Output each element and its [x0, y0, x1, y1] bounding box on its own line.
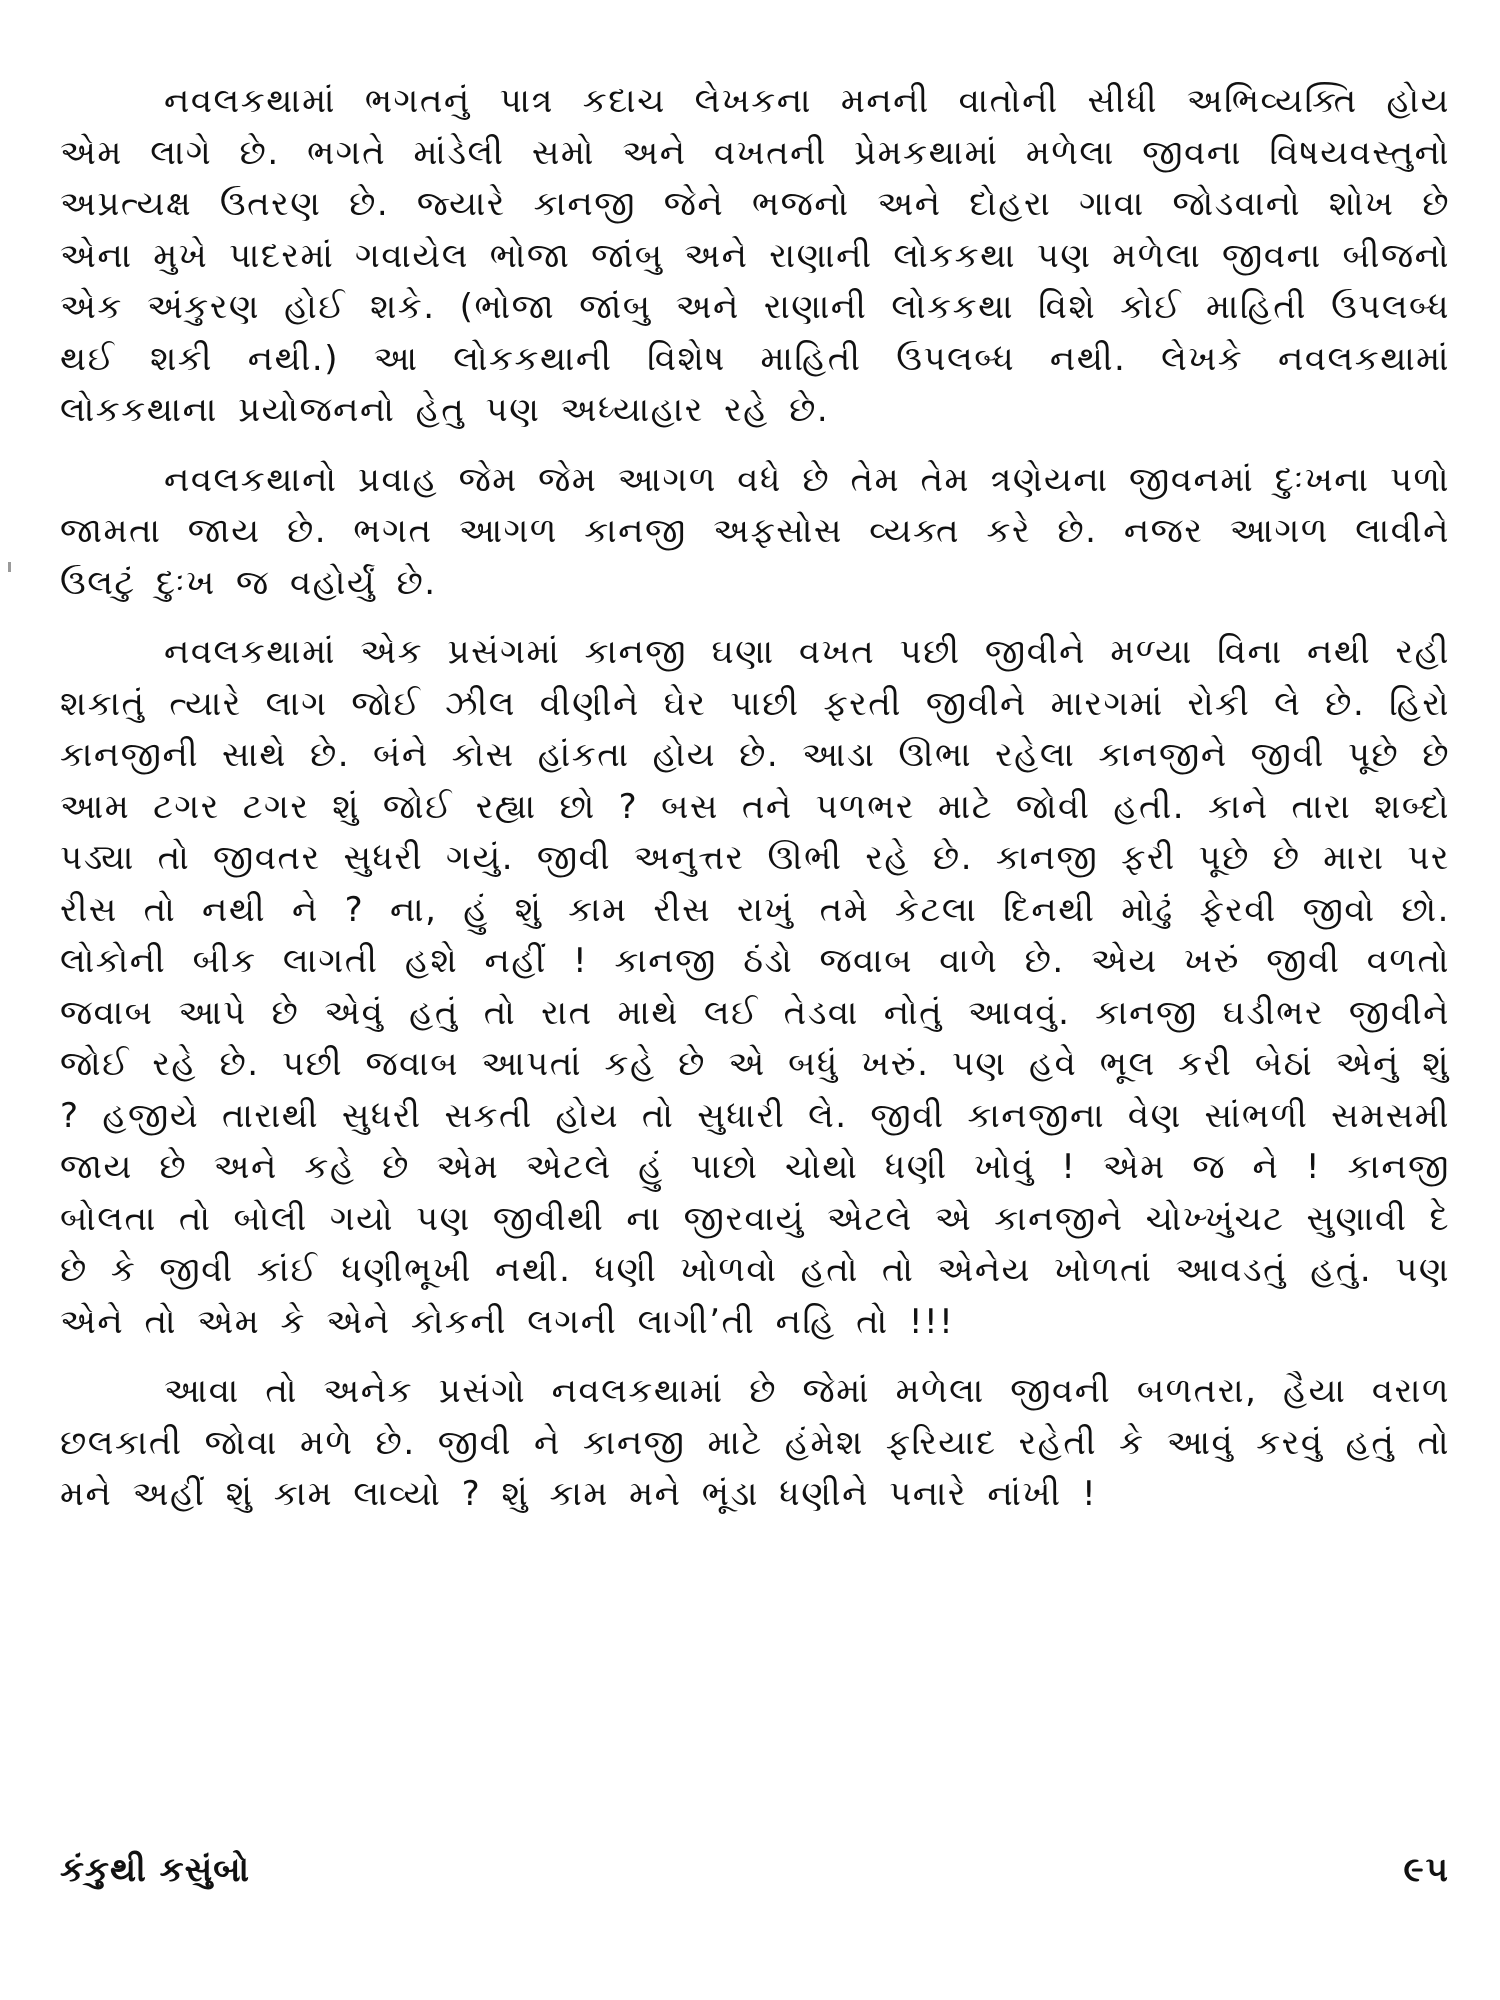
page-number: ૯૫: [1403, 1850, 1450, 1890]
page-body: [60, 76, 1450, 1956]
paragraph-2: નવલકથાનો પ્રવાહ જેમ જેમ આગળ વધે છે તેમ તેમ ત્રણેયના જીવનમાં દુઃખના પળો જામતા જાય છે. ભગત આગળ કાનજી અફસોસ વ્યક્ત કરે છે. નજર આગળ લાવીને ઉલટું દુઃખ જ વહોર્યું છે.: [60, 459, 1450, 603]
paragraph-4: આવા તો અનેક પ્રસંગો નવલકથામાં છે જેમાં મળેલા જીવની બળતરા, હૈયા વરાળ છલકાતી જોવા મળે છે. જીવી ને કાનજી માટે હંમેશ ફરિયાદ રહેતી કે આવું કરવું હતું તો મને અહીં શું કામ લાવ્યો ? શું કામ મને ભૂંડા ધણીને પનારે નાંખી !: [60, 1371, 1450, 1514]
page-footer: [60, 1840, 1450, 1900]
paragraph-1: નવલકથામાં ભગતનું પાત્ર કદાચ લેખકના મનની વાતોની સીધી અભિવ્યક્તિ હોય એમ લાગે છે. ભગતે માંડેલી સમો અને વખતની પ્રેમકથામાં મળેલા જીવના વિષયવસ્તુનો અપ્રત્યક્ષ ઉતરણ છે. જ્યારે કાનજી જેને ભજનો અને દોહરા ગાવા જોડવાનો શોખ છે એના મુખે પાદરમાં ગવાયેલ ભોજા જાંબુ અને રાણાની લોકકથા પણ મળેલા જીવના બીજનો એક અંકુરણ હોઈ શકે. (ભોજા જાંબુ અને રાણાની લોકકથા વિશે કોઈ માહિતી ઉપલબ્ધ થઈ શકી નથી.) આ લોકકથાની વિશેષ માહિતી ઉપલબ્ધ નથી. લેખકે નવલકથામાં લોકકથાના પ્રયોજનનો હેતુ પણ અધ્યાહાર રહે છે.: [60, 81, 1450, 430]
book-title: કંકુથી કસુંબો: [60, 1850, 250, 1890]
paragraph-3: નવલકથામાં એક પ્રસંગમાં કાનજી ઘણા વખત પછી જીવીને મળ્યા વિના નથી રહી શકાતું ત્યારે લાગ જોઈ ઝીલ વીણીને ઘેર પાછી ફરતી જીવીને મારગમાં રોકી લે છે. હિરો કાનજીની સાથે છે. બંને કોસ હાંકતા હોય છે. આડા ઊભા રહેલા કાનજીને જીવી પૂછે છે આમ ટગર ટગર શું જોઈ રહ્યા છો ? બસ તને પળભર માટે જોવી હતી. કાને તારા શબ્દો પડ્યા તો જીવતર સુધરી ગયું. જીવી અનુત્તર ઊભી રહે છે. કાનજી ફરી પૂછે છે મારા પર રીસ તો નથી ને ? ના, હું શું કામ રીસ રાખું તમે કેટલા દિનથી મોઢું ફેરવી જીવો છો. લોકોની બીક લાગતી હશે નહીં ! કાનજી ઠંડો જવાબ વાળે છે. એય ખરું જીવી વળતો જવાબ આપે છે એવું હતું તો રાત માથે લઈ તેડવા નોતું આવવું. કાનજી ઘડીભર જીવીને જોઈ રહે છે. પછી જવાબ આપતાં કહે છે એ બધું ખરું. પણ હવે ભૂલ કરી બેઠાં એનું શું ? હજીયે તારાથી સુધરી સકતી હોય તો સુધારી લે. જીવી કાનજીના વેણ સાંભળી સમસમી જાય છે અને કહે છે એમ એટલે હું પાછો ચોથો ધણી ખોવું ! એમ જ ને ! કાનજી બોલતા તો બોલી ગયો પણ જીવીથી ના જીરવાયું એટલે એ કાનજીને ચોખ્ખુંચટ સુણાવી દે છે કે જીવી કાંઈ ધણીભૂખી નથી. ધણી ખોળવો હતો તો એનેય ખોળતાં આવડતું હતું. પણ એને તો એમ કે એને કોકની લગની લાગી’તી નહિ તો !!!: [60, 632, 1450, 1342]
margin-mark: [8, 562, 11, 572]
